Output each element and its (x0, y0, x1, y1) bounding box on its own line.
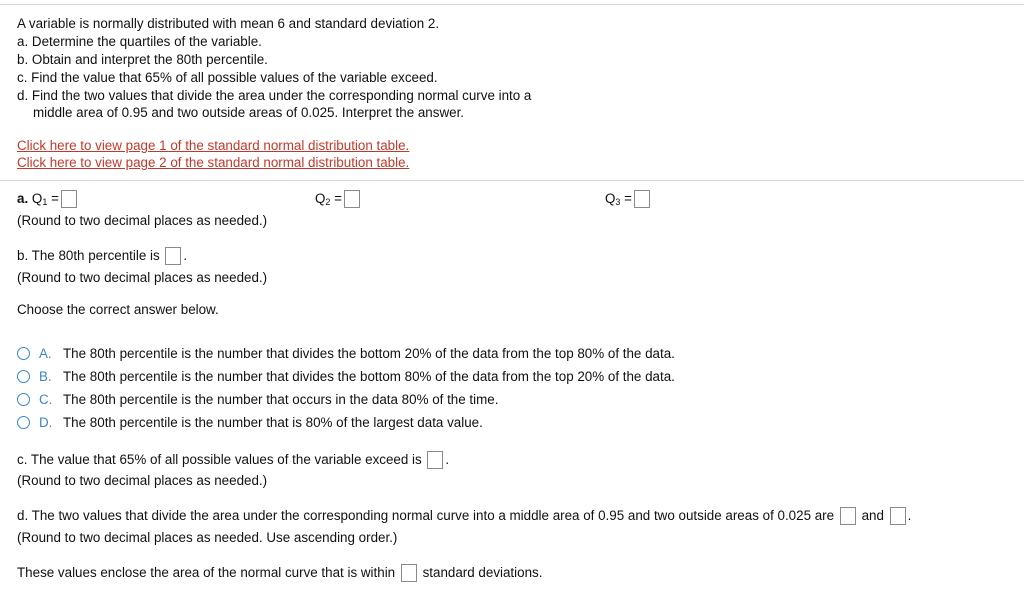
part-c-answer-box[interactable] (427, 451, 443, 469)
problem-part-d (17, 87, 531, 104)
interpret-suffix: standard deviations. (422, 565, 543, 580)
option-c-radio[interactable] (17, 393, 30, 406)
link-row-2 (17, 154, 409, 171)
part-a-round-note: (Round to two decimal places as needed.) (17, 213, 268, 228)
option-b-radio[interactable] (17, 370, 30, 383)
option-d-text: The 80th percentile is the number that is 80% of the largest data value. (63, 414, 483, 430)
part-text: Determine the quartiles of the variable. (31, 34, 262, 49)
q3-equals: = (624, 191, 632, 206)
part-b-round-note: (Round to two decimal places as needed.) (17, 270, 268, 285)
option-a-radio[interactable] (17, 347, 30, 360)
part-d-and: and (861, 508, 884, 523)
normal-table-page-2-link[interactable]: Click here to view page 2 of the standard normal distribution table. (17, 155, 410, 170)
part-d-lower-answer-box[interactable] (840, 507, 856, 525)
option-b-letter: B. (39, 368, 52, 384)
part-d-round-note: (Round to two decimal places as needed. Use ascending order.) (17, 530, 398, 545)
part-letter: a. (17, 34, 29, 49)
q2-answer-box[interactable] (344, 190, 360, 208)
part-c-round-note: (Round to two decimal places as needed.) (17, 473, 268, 488)
part-c-suffix: . (445, 452, 450, 467)
interpret-prefix: These values enclose the area of the normal curve that is within (17, 565, 396, 580)
part-d-suffix: . (907, 508, 912, 523)
option-c-text: The 80th percentile is the number that occurs in the data 80% of the time. (63, 391, 499, 407)
part-b-suffix: . (183, 248, 188, 263)
problem-part-c (17, 69, 438, 86)
part-a-q2-row (315, 190, 362, 211)
std-dev-answer-box[interactable] (401, 564, 417, 582)
problem-intro: A variable is normally distributed with mean 6 and standard deviation 2. (17, 16, 440, 31)
q1-answer-box[interactable] (61, 190, 77, 208)
part-text: Find the value that 65% of all possible values of the variable exceed. (31, 70, 438, 85)
q2-equals: = (334, 191, 342, 206)
q1-equals: = (51, 191, 59, 206)
part-a-letter: a. (17, 191, 29, 206)
option-b-row[interactable] (17, 367, 675, 385)
part-text: Find the two values that divide the area under the corresponding normal curve into a (31, 88, 532, 103)
option-c-letter: C. (39, 391, 53, 407)
part-d-prefix: d. The two values that divide the area under the corresponding normal curve into a middle area of 0.95 and two outside areas of 0.025 are (17, 508, 835, 523)
problem-part-b (17, 51, 268, 68)
problem-part-a (17, 33, 262, 50)
section-divider (0, 180, 1024, 181)
q3-answer-box[interactable] (634, 190, 650, 208)
percentile-80-answer-box[interactable] (165, 247, 181, 265)
part-letter: d. (17, 88, 29, 103)
part-a-q1-row (17, 190, 79, 211)
link-row-1 (17, 137, 409, 154)
option-a-letter: A. (39, 345, 52, 361)
option-d-radio[interactable] (17, 416, 30, 429)
option-b-text: The 80th percentile is the number that divides the bottom 80% of the data from the top 20% of the data. (63, 368, 675, 384)
q2-label: $Q_2$ (315, 191, 331, 207)
part-text: Obtain and interpret the 80th percentile. (31, 52, 268, 67)
option-a-text: The 80th percentile is the number that divides the bottom 20% of the data from the top 80% of the data. (63, 345, 675, 361)
part-letter: c. (17, 70, 28, 85)
part-c-prefix: c. The value that 65% of all possible values of the variable exceed is (17, 452, 422, 467)
q1-label: $Q_1$ (31, 191, 48, 207)
part-c-row (17, 451, 449, 469)
part-letter: b. (17, 52, 29, 67)
option-a-row[interactable] (17, 344, 675, 362)
top-divider (0, 4, 1024, 5)
choose-answer-prompt: Choose the correct answer below. (17, 302, 219, 317)
part-b-prefix: b. The 80th percentile is (17, 248, 160, 263)
part-d-row (17, 507, 911, 525)
normal-table-page-1-link[interactable]: Click here to view page 1 of the standard normal distribution table. (17, 138, 410, 153)
part-b-row (17, 247, 187, 265)
q3-label: $Q_3$ (605, 191, 621, 207)
problem-part-d-continued: middle area of 0.95 and two outside areas of 0.025. Interpret the answer. (33, 105, 465, 120)
part-d-interpret-row (17, 564, 542, 582)
part-d-upper-answer-box[interactable] (890, 507, 906, 525)
option-d-letter: D. (39, 414, 53, 430)
part-a-q3-row (605, 190, 652, 211)
option-c-row[interactable] (17, 390, 498, 408)
option-d-row[interactable] (17, 413, 483, 431)
